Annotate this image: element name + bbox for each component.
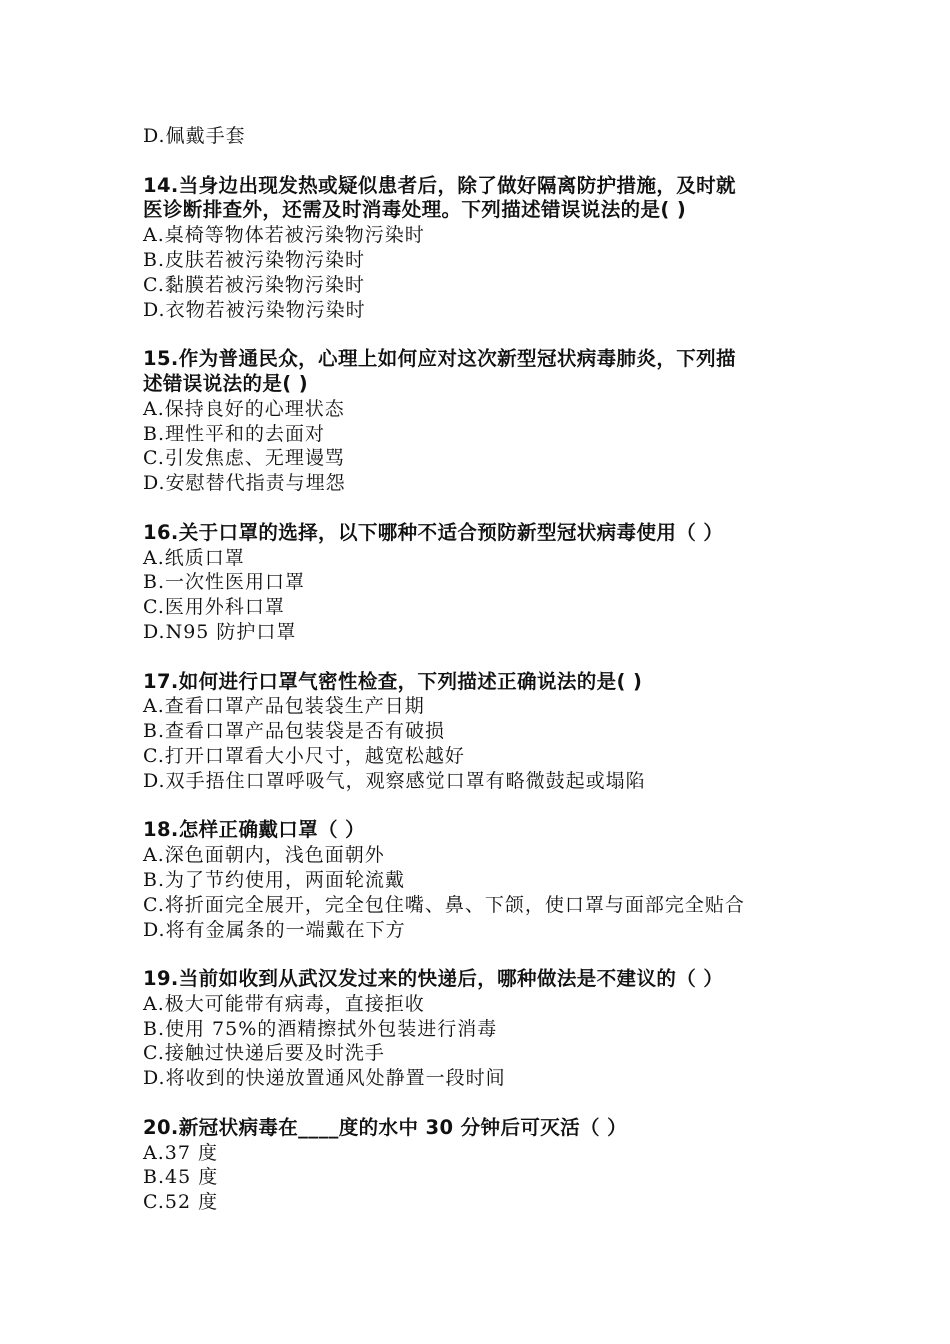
spacer (143, 496, 823, 521)
question-text: 16.关于口罩的选择，以下哪种不适合预防新型冠状病毒使用（ ） (143, 520, 724, 544)
option-text: B.理性平和的去面对 (143, 422, 326, 445)
option-text: D.N95 防护口罩 (143, 620, 297, 643)
option-text: C.接触过快递后要及时洗手 (143, 1042, 385, 1065)
option-text: B.使用 75%的酒精擦拭外包装进行消毒 (143, 1017, 498, 1040)
option-text: C.52 度 (143, 1191, 219, 1214)
option-text: C.打开口罩看大小尺寸，越宽松越好 (143, 744, 465, 767)
option-text: C.将折面完全展开，完全包住嘴、鼻、下颌，使口罩与面部完全贴合 (143, 893, 745, 916)
spacer (143, 149, 823, 174)
option-text: C.黏膜若被污染物污染时 (143, 273, 365, 296)
option-text: B.一次性医用口罩 (143, 571, 306, 594)
question-text: 15.作为普通民众，心理上如何应对这次新型冠状病毒肺炎，下列描 (143, 347, 736, 371)
question-text: 述错误说法的是( ) (143, 371, 309, 395)
option-text: D.双手捂住口罩呼吸气，观察感觉口罩有略微鼓起或塌陷 (143, 769, 646, 792)
option-text: B.为了节约使用，两面轮流戴 (143, 868, 406, 891)
option-text: D.将收到的快递放置通风处静置一段时间 (143, 1067, 506, 1090)
spacer (143, 645, 823, 670)
question-text: 19.当前如收到从武汉发过来的快递后，哪种做法是不建议的（ ） (143, 967, 724, 991)
option-text: D.衣物若被污染物污染时 (143, 298, 366, 321)
spacer (143, 1091, 823, 1116)
option-text: D.将有金属条的一端戴在下方 (143, 918, 406, 941)
option-text: B.45 度 (143, 1166, 219, 1189)
option-text: A.纸质口罩 (143, 546, 245, 569)
option-text: A.37 度 (143, 1141, 218, 1164)
spacer (143, 794, 823, 819)
option-text: B.查看口罩产品包装袋是否有破损 (143, 720, 446, 743)
question-text: 14.当身边出现发热或疑似患者后，除了做好隔离防护措施，及时就 (143, 173, 736, 197)
question-text: 18.怎样正确戴口罩（ ） (143, 818, 366, 842)
question-text: 医诊断排查外，还需及时消毒处理。下列描述错误说法的是( ) (143, 198, 687, 222)
quiz-content (143, 124, 823, 1215)
option-text: D.安慰替代指责与埋怨 (143, 472, 346, 495)
option-text: C.医用外科口罩 (143, 596, 285, 619)
question-text: 20.新冠状病毒在____度的水中 30 分钟后可灭活（ ） (143, 1115, 628, 1139)
option-text: A.极大可能带有病毒，直接拒收 (143, 992, 425, 1015)
option-text: A.查看口罩产品包装袋生产日期 (143, 695, 425, 718)
spacer (143, 322, 823, 347)
option-text: B.皮肤若被污染物污染时 (143, 248, 366, 271)
question-text: 17.如何进行口罩气密性检查，下列描述正确说法的是( ) (143, 669, 643, 693)
option-text: C.引发焦虑、无理谩骂 (143, 447, 345, 470)
option-text: A.保持良好的心理状态 (143, 397, 345, 420)
option-text: A.深色面朝内，浅色面朝外 (143, 844, 385, 867)
option-text: A.桌椅等物体若被污染物污染时 (143, 224, 425, 247)
spacer (143, 942, 823, 967)
option-text: D.佩戴手套 (143, 125, 246, 147)
